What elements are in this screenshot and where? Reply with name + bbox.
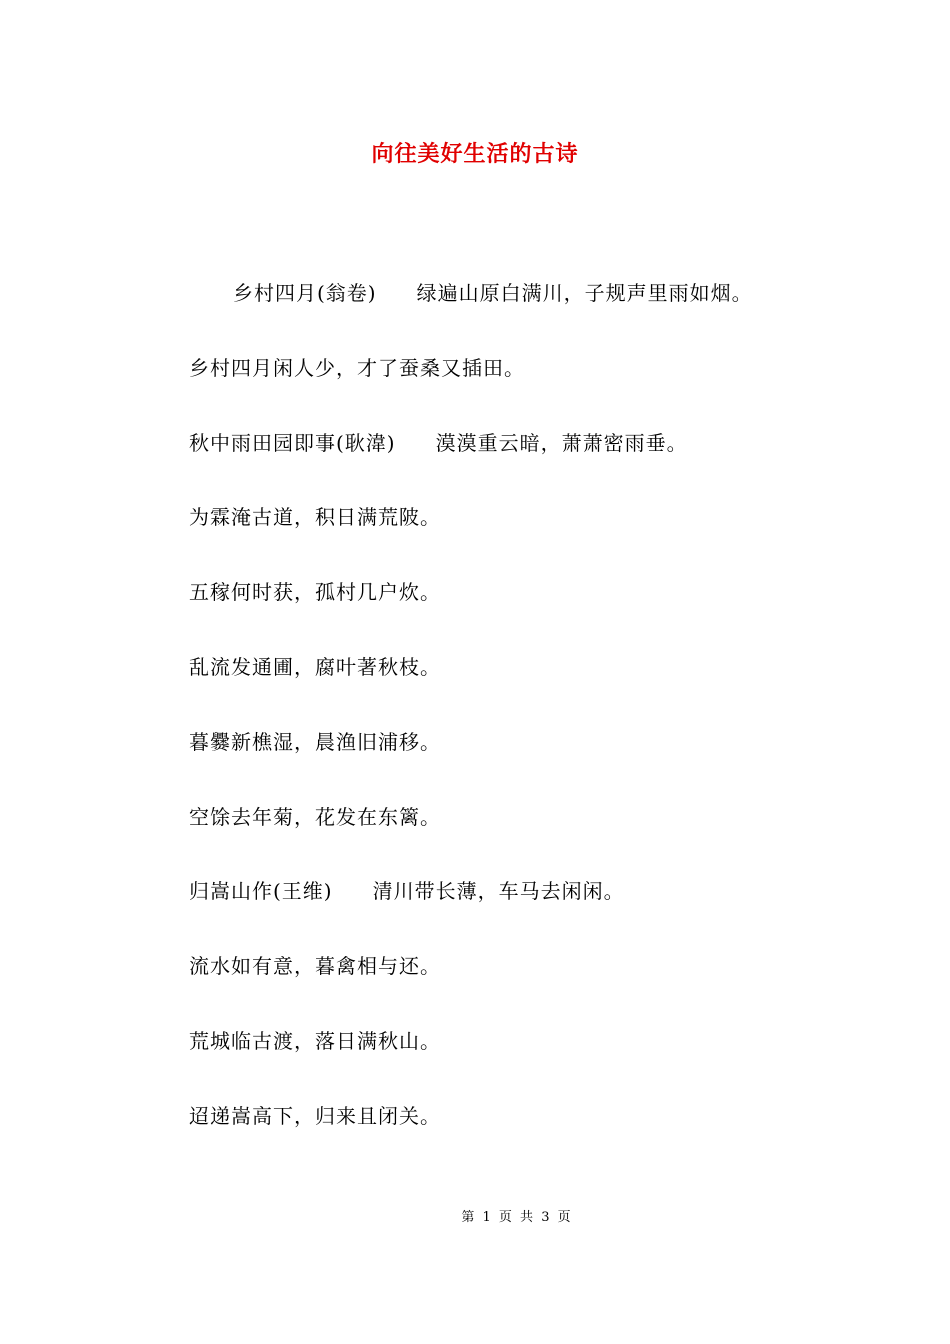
poem-line <box>189 951 809 981</box>
poem-text: 暮爨新樵湿，晨渔旧浦移。 <box>189 729 441 754</box>
poem-text: 流水如有意，暮禽相与还。 <box>189 954 441 979</box>
poem-text: 清川带长薄，车马去闲闲。 <box>372 879 625 904</box>
poem-line <box>189 727 809 757</box>
poem-line <box>189 278 809 308</box>
poem-line <box>189 876 809 906</box>
poem-text: 漠漠重云暗，萧萧密雨垂。 <box>435 430 688 455</box>
poem-line <box>189 577 809 607</box>
page-footer <box>0 1208 950 1228</box>
poem-line <box>189 502 809 532</box>
page-total: 3 <box>541 1210 552 1225</box>
poem-text: 乡村四月闲人少，才了蚕桑又插田。 <box>189 355 525 380</box>
poem-text: 乱流发通圃，腐叶著秋枝。 <box>189 654 441 679</box>
poem-line <box>189 652 809 682</box>
poem-text: 荒城临古渡，落日满秋山。 <box>189 1028 441 1053</box>
poem-text: 绿遍山原白满川，子规声里雨如烟。 <box>416 281 753 305</box>
page-label-prefix: 第 <box>461 1210 477 1225</box>
poem-line <box>189 802 809 832</box>
poem-heading: 归嵩山作(王维) <box>189 879 333 904</box>
poem-line <box>189 1101 809 1131</box>
poem-text: 迢递嵩高下，归来且闭关。 <box>189 1103 441 1128</box>
poem-line <box>189 1026 809 1056</box>
poem-line <box>189 428 809 458</box>
poem-text: 为霖淹古道，积日满荒陂。 <box>189 505 441 530</box>
poem-heading: 秋中雨田园即事(耿湋) <box>189 430 396 455</box>
poem-body <box>189 278 809 1176</box>
poem-text: 五稼何时获，孤村几户炊。 <box>189 580 441 605</box>
poem-line <box>189 353 809 383</box>
poem-heading: 乡村四月(翁卷) <box>233 281 377 305</box>
poem-text: 空馀去年菊，花发在东篱。 <box>189 804 441 829</box>
page-number: 1 <box>482 1210 493 1225</box>
page-label-suffix: 页 <box>557 1210 573 1225</box>
document-title: 向往美好生活的古诗 <box>371 141 579 167</box>
page-label-mid: 页 共 <box>498 1210 536 1225</box>
